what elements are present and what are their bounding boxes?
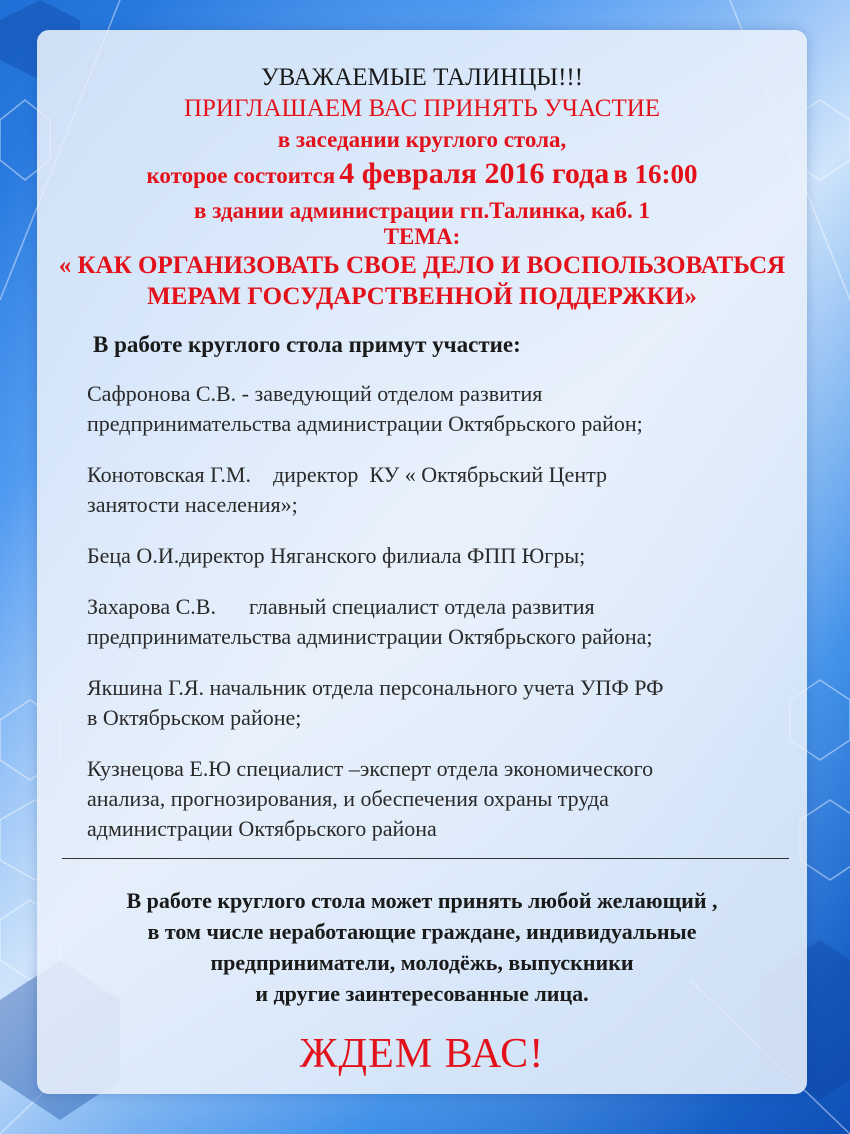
event-time: в 16:00 [613,159,698,189]
list-item [87,379,787,439]
list-item [87,754,787,844]
event-venue: в здании администрации гп.Талинка, каб. 1 [194,198,650,223]
participant-line: предпринимательства администрации Октябрьского района; [87,624,653,649]
participant-line: Беца О.И.директор Няганского филиала ФПП Югры; [87,543,586,568]
topic-line-1: « КАК ОРГАНИЗОВАТЬ СВОЕ ДЕЛО И ВОСПОЛЬЗОВАТЬСЯ [58,252,786,279]
participant-line: Кузнецова Е.Ю специалист –эксперт отдела экономического [87,756,654,781]
divider [62,858,789,859]
open-participation-note [37,885,807,1009]
list-item [87,541,787,571]
date-prefix: которое состоится [146,163,336,188]
note-line: в том числе неработающие граждане, индивидуальные [147,919,697,944]
event-description: в заседании круглого стола, [277,127,567,152]
closing-message: ЖДЕМ ВАС! [299,1031,545,1077]
note-line: В работе круглого стола может принять любой желающий , [126,888,718,913]
note-line: и другие заинтересованные лица. [255,981,589,1006]
invitation-header [37,63,807,312]
participant-line: анализа, прогнозирования, и обеспечения охраны труда [87,786,609,811]
participant-line: Конотовская Г.М. директор КУ « Октябрьский Центр [87,462,607,487]
event-date: 4 февраля 2016 года [339,157,610,190]
topic-line-2: МЕРАМ ГОСУДАРСТВЕННОЙ ПОДДЕРЖКИ» [147,283,697,310]
participant-line: Захарова С.В. главный специалист отдела развития [87,594,595,619]
participants-title: В работе круглого стола примут участие: [93,332,521,357]
participant-line: Сафронова С.В. - заведующий отделом развития [87,381,543,406]
participant-line: администрации Октябрьского района [87,816,437,841]
event-date-line [37,155,807,198]
note-line: предприниматели, молодёжь, выпускники [210,950,634,975]
participant-line: в Октябрьском районе; [87,705,302,730]
list-item [87,673,787,733]
topic-label: ТЕМА: [383,224,461,249]
participants-list [87,379,787,865]
participant-line: Якшина Г.Я. начальник отдела персонального учета УПФ РФ [87,675,664,700]
invitation-headline: ПРИГЛАШАЕМ ВАС ПРИНЯТЬ УЧАСТИЕ [183,95,661,122]
participant-line: предпринимательства администрации Октябрьского район; [87,411,643,436]
participant-line: занятости населения»; [87,492,298,517]
list-item [87,592,787,652]
greeting: УВАЖАЕМЫЕ ТАЛИНЦЫ!!! [260,64,584,91]
invitation-panel [37,30,807,1094]
list-item [87,460,787,520]
